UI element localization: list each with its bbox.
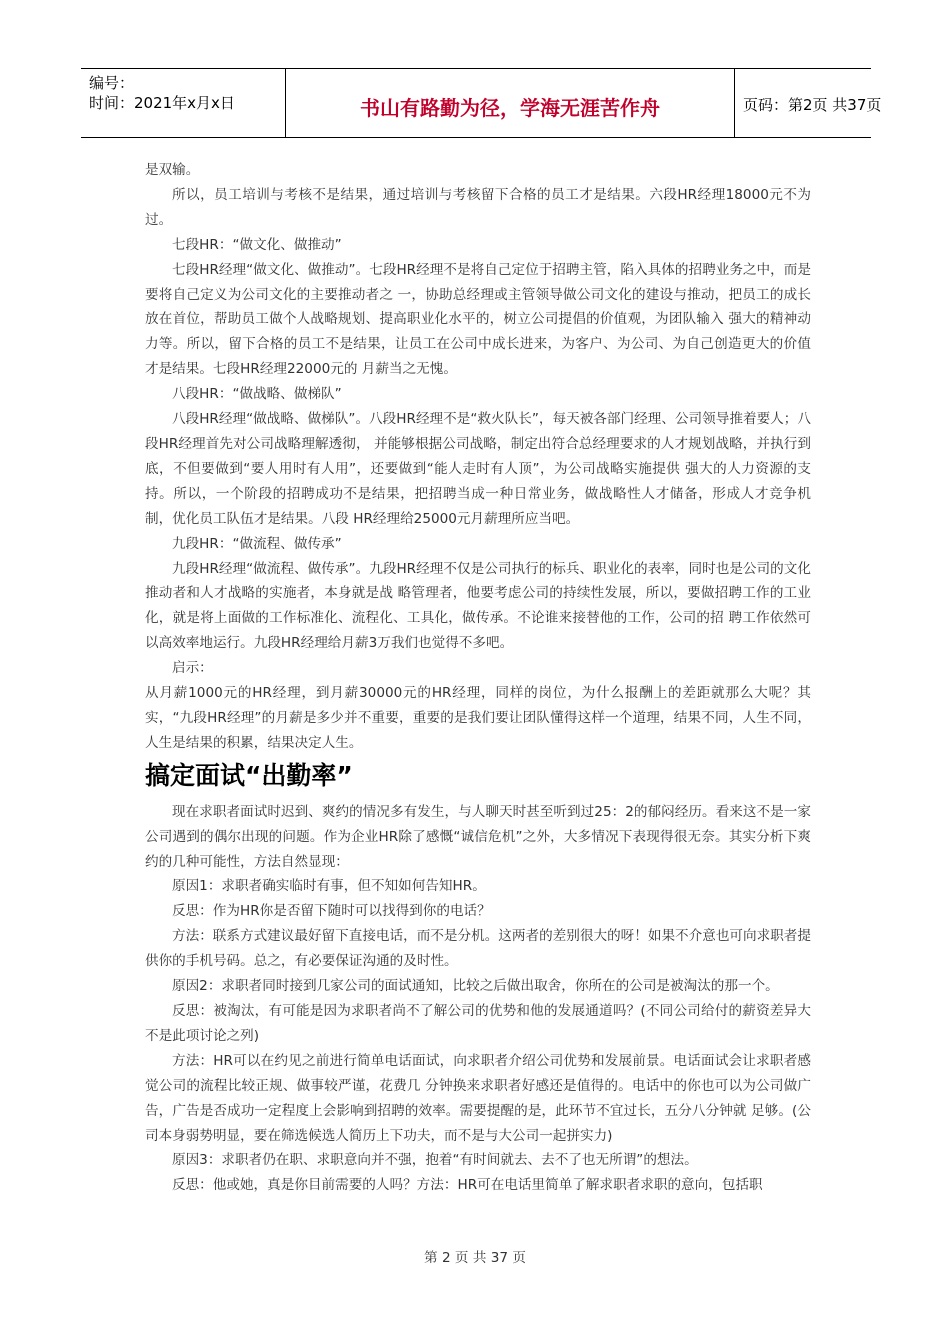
header-meta-cell xyxy=(81,69,286,137)
header-page-cell xyxy=(735,69,882,137)
paragraph: 现在求职者面试时迟到、爽约的情况多有发生，与人聊天时甚至听到过25：2的郁闷经历。看来这不是一家公司遇到的偶尔出现的问题。作为企业HR除了感慨“诚信危机”之外，大多情况下表现得很无奈。其实分析下爽约的几种可能性，方法自然显现： xyxy=(145,803,811,870)
header-motto: 书山有路勤为径，学海无涯苦作舟 xyxy=(360,96,660,120)
section-subheading: 八段HR：“做战略、做梯队” xyxy=(172,386,342,403)
paragraph: 八段HR经理“做战略、做梯队”。八段HR经理不是“救火队长”，每天被各部门经理、公司领导推着要人；八段HR经理首先对公司战略理解透彻， 并能够根据公司战略，制定出符合总经理要求的人才规划战略，并执行到底，不但要做到“要人用时有人用”，还要做到“能人走时有人顶”，为公司战略实施提供 强大的人力资源的支持。所以，一个阶段的招聘成功不是结果，把招聘当成一种日常业务，做战略性人才储备，形成人才竞争机制，优化员工队伍才是结果。八段 HR经理给25000元月薪理所应当吧。 xyxy=(145,411,811,527)
paragraph: 九段HR经理“做流程、做传承”。九段HR经理不仅是公司执行的标兵、职业化的表率，同时也是公司的文化推动者和人才战略的实施者，本身就是战 略管理者，他要考虑公司的持续性发展，所以，要做招聘工作的工业化，就是将上面做的工作标准化、流程化、工具化，做传承。不论谁来接替他的工作，公司的招 聘工作依然可以高效率地运行。九段HR经理给月薪3万我们也觉得不多吧。 xyxy=(145,560,811,652)
paragraph: 方法：HR可以在约见之前进行简单电话面试，向求职者介绍公司优势和发展前景。电话面试会让求职者感觉公司的流程比较正规、做事较严谨，花费几 分钟换来求职者好感还是值得的。电话中的你也可以为公司做广告，广告是否成功一定程度上会影响到招聘的效率。需要提醒的是，此环节不宜过长，五分八分钟就 足够。(公司本身弱势明显，要在筛选候选人简历上下功夫，而不是与大公司一起拼实力) xyxy=(145,1052,811,1144)
paragraph: 原因3：求职者仍在职、求职意向并不强，抱着“有时间就去、去不了也无所谓”的想法。 xyxy=(172,1152,698,1169)
document-number-label: 编号： xyxy=(89,74,135,92)
article-heading: 搞定面试“出勤率” xyxy=(145,760,353,790)
page-footer: 第 2 页 共 37 页 xyxy=(424,1250,526,1266)
document-body xyxy=(145,158,811,1198)
paragraph: 方法：联系方式建议最好留下直接电话，而不是分机。这两者的差别很大的呀！如果不介意也可向求职者提供你的手机号码。总之，有必要保证沟通的及时性。 xyxy=(145,928,811,970)
page-header xyxy=(81,68,882,138)
paragraph: 启示： xyxy=(172,660,213,677)
document-date-label: 时间：2021年x月x日 xyxy=(89,94,235,112)
header-motto-cell xyxy=(286,69,735,137)
paragraph: 反思：他或她，真是你目前需要的人吗？方法：HR可在电话里简单了解求职者求职的意向，包括职 xyxy=(172,1177,763,1194)
paragraph: 原因1：求职者确实临时有事，但不知如何告知HR。 xyxy=(172,878,486,895)
paragraph: 反思：被淘汰，有可能是因为求职者尚不了解公司的优势和他的发展通道吗？(不同公司给付的薪资差异大不是此项讨论之列) xyxy=(145,1003,811,1044)
section-subheading: 九段HR：“做流程、做传承” xyxy=(172,535,342,552)
section-subheading: 七段HR：“做文化、做推动” xyxy=(172,236,342,253)
header-page-info: 页码：第2页 共37页 xyxy=(743,96,882,114)
paragraph: 原因2：求职者同时接到几家公司的面试通知，比较之后做出取舍，你所在的公司是被淘汰的那一个。 xyxy=(172,978,779,995)
paragraph: 是双输。 xyxy=(145,162,200,178)
paragraph: 七段HR经理“做文化、做推动”。七段HR经理不是将自己定位于招聘主管，陷入具体的招聘业务之中，而是要将自己定义为公司文化的主要推动者之 一，协助总经理或主管领导做公司文化的建设与推动，把员工的成长放在首位，帮助员工做个人战略规划、提高职业化水平的，树立公司提倡的价值观，为团队输入 强大的精神动力等。所以，留下合格的员工不是结果，让员工在公司中成长进来，为客户、为公司、为自己创造更大的价值才是结果。七段HR经理22000元的 月薪当之无愧。 xyxy=(145,261,811,378)
paragraph: 反思：作为HR你是否留下随时可以找得到你的电话？ xyxy=(172,903,491,920)
paragraph: 从月薪1000元的HR经理，到月薪30000元的HR经理，同样的岗位，为什么报酬上的差距就那么大呢？其实，“九段HR经理”的月薪是多少并不重要，重要的是我们要让团队懂得这样一个道理，结果不同，人生不同，人生是结果的积累，结果决定人生。 xyxy=(145,685,811,751)
paragraph: 所以，员工培训与考核不是结果，通过培训与考核留下合格的员工才是结果。六段HR经理18000元不为过。 xyxy=(145,186,811,228)
